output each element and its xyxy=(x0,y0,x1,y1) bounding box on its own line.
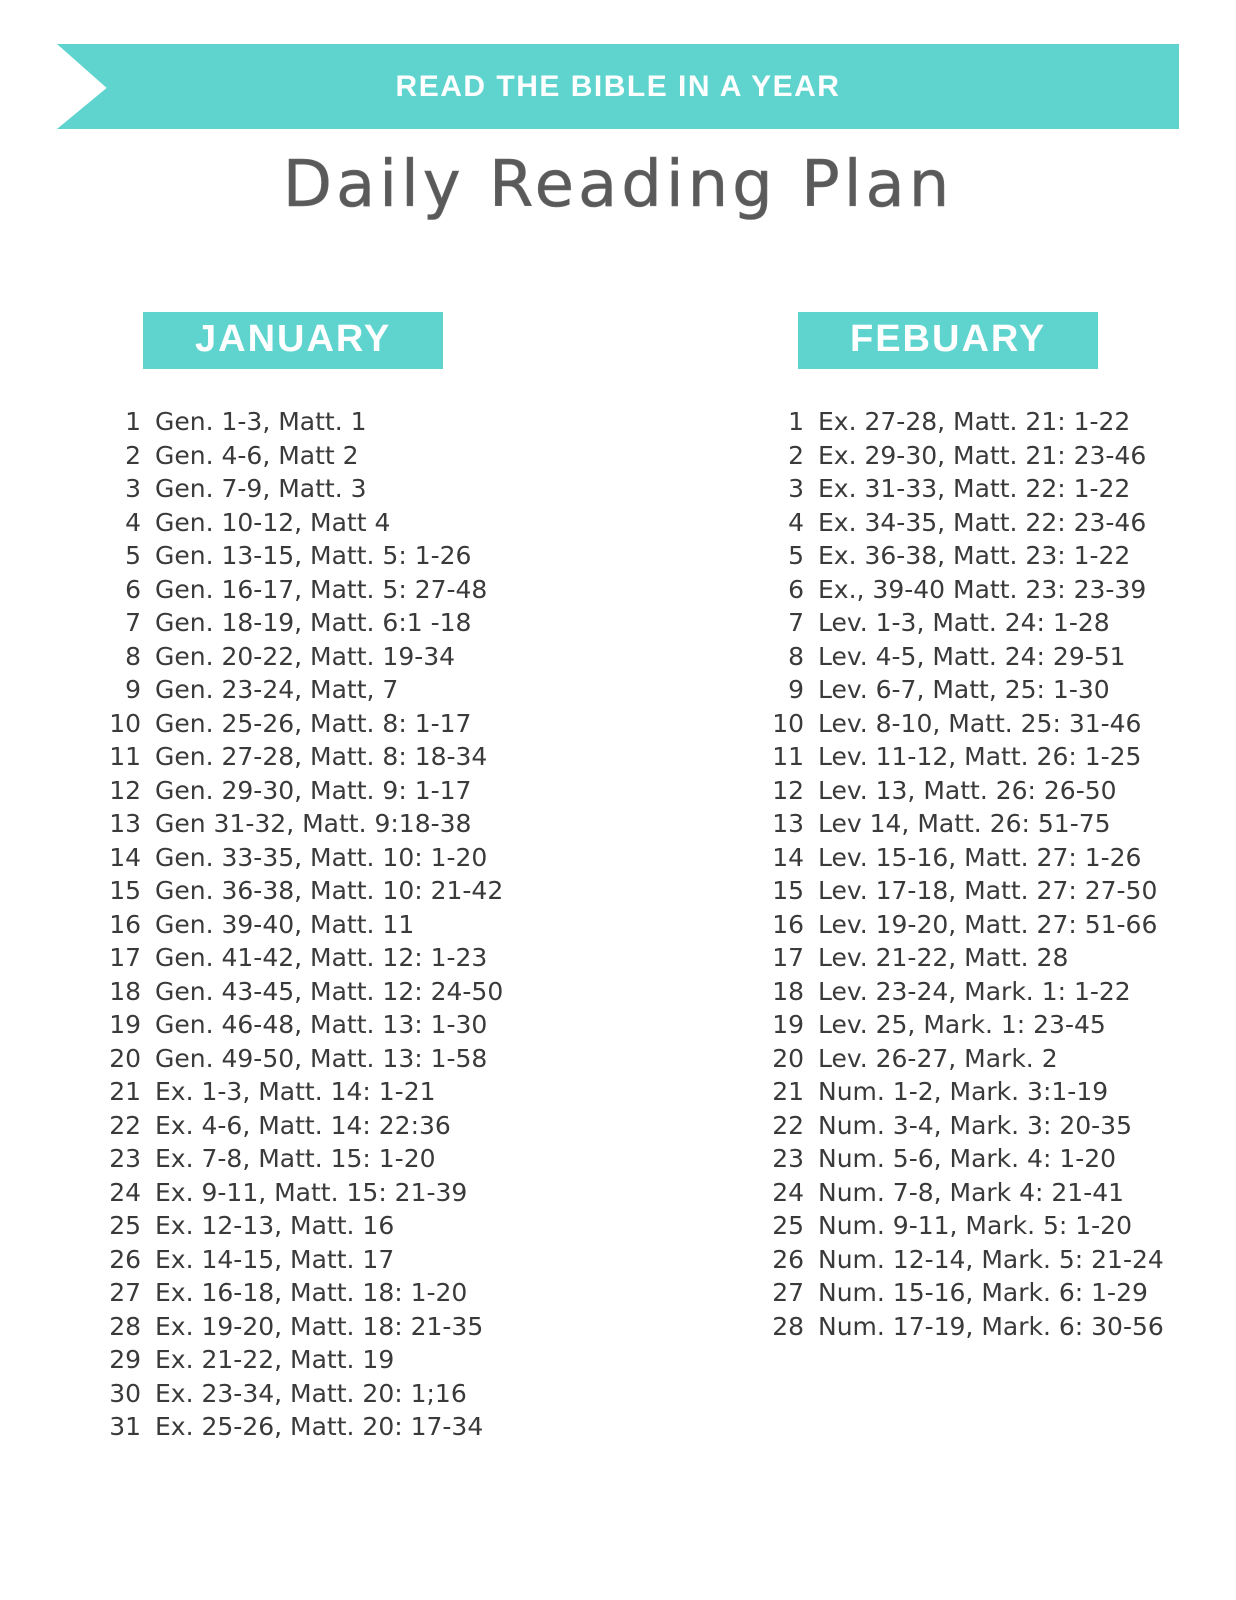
reading-row xyxy=(95,506,618,540)
reading-row xyxy=(758,807,1236,841)
reading-row xyxy=(95,841,618,875)
reading-passage: Lev. 25, Mark. 1: 23-45 xyxy=(818,1010,1106,1039)
reading-passage: Ex. 34-35, Matt. 22: 23-46 xyxy=(818,507,1147,537)
day-list-febuary xyxy=(758,405,1236,1343)
month-column-febuary xyxy=(618,312,1236,1444)
reading-row xyxy=(95,573,618,607)
reading-row xyxy=(758,1276,1236,1310)
day-number: 2 xyxy=(788,440,804,470)
reading-passage: Lev. 19-20, Matt. 27: 51-66 xyxy=(818,909,1158,939)
day-number: 18 xyxy=(109,976,141,1006)
reading-row xyxy=(95,1343,618,1377)
day-number: 28 xyxy=(772,1311,804,1341)
reading-row xyxy=(758,606,1236,640)
reading-row xyxy=(95,1243,618,1277)
day-number: 16 xyxy=(772,909,804,939)
reading-passage: Gen. 43-45, Matt. 12: 24-50 xyxy=(155,976,504,1006)
day-number: 17 xyxy=(772,943,804,972)
reading-row xyxy=(95,874,618,908)
reading-row xyxy=(758,539,1236,573)
day-number: 12 xyxy=(109,775,141,805)
reading-row xyxy=(758,1075,1236,1109)
day-number: 17 xyxy=(109,943,141,972)
reading-row xyxy=(95,1042,618,1076)
reading-passage: Gen. 4-6, Matt 2 xyxy=(155,440,359,470)
reading-passage: Gen. 41-42, Matt. 12: 1-23 xyxy=(155,943,488,972)
reading-row xyxy=(95,439,618,473)
reading-passage: Ex. 21-22, Matt. 19 xyxy=(155,1345,395,1374)
day-number: 26 xyxy=(772,1244,804,1274)
reading-passage: Ex. 23-34, Matt. 20: 1;16 xyxy=(155,1378,467,1408)
day-number: 16 xyxy=(109,909,141,939)
reading-row xyxy=(95,941,618,975)
reading-passage: Ex. 4-6, Matt. 14: 22:36 xyxy=(155,1110,451,1140)
day-number: 29 xyxy=(109,1345,141,1374)
month-columns xyxy=(0,312,1236,1444)
month-heading-january: JANUARY xyxy=(143,312,443,369)
day-number: 3 xyxy=(125,474,141,503)
day-list-january xyxy=(95,405,618,1444)
reading-passage: Gen. 23-24, Matt, 7 xyxy=(155,675,399,704)
day-number: 31 xyxy=(109,1412,141,1441)
reading-passage: Num. 12-14, Mark. 5: 21-24 xyxy=(818,1244,1164,1274)
day-number: 13 xyxy=(772,809,804,838)
reading-passage: Ex. 25-26, Matt. 20: 17-34 xyxy=(155,1412,484,1441)
reading-row xyxy=(95,1276,618,1310)
reading-passage: Ex. 16-18, Matt. 18: 1-20 xyxy=(155,1278,468,1307)
reading-row xyxy=(95,606,618,640)
day-number: 15 xyxy=(109,876,141,905)
reading-passage: Ex. 1-3, Matt. 14: 1-21 xyxy=(155,1077,436,1106)
day-number: 6 xyxy=(788,574,804,604)
reading-row xyxy=(758,908,1236,942)
reading-passage: Gen. 20-22, Matt. 19-34 xyxy=(155,641,456,671)
day-number: 9 xyxy=(125,675,141,704)
day-number: 21 xyxy=(109,1077,141,1106)
day-number: 14 xyxy=(109,842,141,872)
reading-row xyxy=(758,1209,1236,1243)
day-number: 9 xyxy=(788,675,804,704)
reading-passage: Gen. 1-3, Matt. 1 xyxy=(155,407,367,436)
day-number: 21 xyxy=(772,1077,804,1106)
reading-passage: Gen. 10-12, Matt 4 xyxy=(155,507,391,537)
reading-passage: Num. 15-16, Mark. 6: 1-29 xyxy=(818,1278,1148,1307)
day-number: 15 xyxy=(772,876,804,905)
day-number: 30 xyxy=(109,1378,141,1408)
reading-row xyxy=(758,573,1236,607)
reading-row xyxy=(95,1142,618,1176)
day-number: 27 xyxy=(772,1278,804,1307)
day-number: 10 xyxy=(772,708,804,738)
reading-row xyxy=(95,1410,618,1444)
reading-passage: Gen. 33-35, Matt. 10: 1-20 xyxy=(155,842,488,872)
reading-row xyxy=(758,472,1236,506)
header-banner xyxy=(57,44,1179,129)
reading-row xyxy=(758,1243,1236,1277)
reading-row xyxy=(95,774,618,808)
day-number: 2 xyxy=(125,440,141,470)
page-title: Daily Reading Plan xyxy=(282,148,954,222)
day-number: 19 xyxy=(109,1010,141,1039)
reading-passage: Lev. 13, Matt. 26: 26-50 xyxy=(818,775,1117,805)
reading-row xyxy=(758,1142,1236,1176)
reading-row xyxy=(758,1042,1236,1076)
reading-row xyxy=(758,874,1236,908)
reading-passage: Lev. 21-22, Matt. 28 xyxy=(818,943,1069,972)
day-number: 7 xyxy=(125,608,141,637)
reading-passage: Ex. 12-13, Matt. 16 xyxy=(155,1211,395,1240)
reading-passage: Gen. 46-48, Matt. 13: 1-30 xyxy=(155,1010,488,1039)
reading-row xyxy=(95,740,618,774)
reading-passage: Lev. 15-16, Matt. 27: 1-26 xyxy=(818,842,1142,872)
reading-passage: Gen. 36-38, Matt. 10: 21-42 xyxy=(155,876,504,905)
reading-row xyxy=(758,405,1236,439)
reading-passage: Lev. 11-12, Matt. 26: 1-25 xyxy=(818,742,1142,771)
reading-passage: Ex. 19-20, Matt. 18: 21-35 xyxy=(155,1311,484,1341)
reading-passage: Ex. 31-33, Matt. 22: 1-22 xyxy=(818,474,1131,503)
day-number: 13 xyxy=(109,809,141,838)
day-number: 12 xyxy=(772,775,804,805)
day-number: 8 xyxy=(788,641,804,671)
day-number: 7 xyxy=(788,608,804,637)
reading-row xyxy=(758,1008,1236,1042)
day-number: 11 xyxy=(109,742,141,771)
reading-passage: Ex., 39-40 Matt. 23: 23-39 xyxy=(818,574,1147,604)
reading-passage: Ex. 9-11, Matt. 15: 21-39 xyxy=(155,1177,468,1207)
reading-passage: Gen. 25-26, Matt. 8: 1-17 xyxy=(155,708,472,738)
day-number: 6 xyxy=(125,574,141,604)
reading-row xyxy=(95,640,618,674)
reading-passage: Lev. 6-7, Matt, 25: 1-30 xyxy=(818,675,1110,704)
day-number: 28 xyxy=(109,1311,141,1341)
reading-row xyxy=(758,1310,1236,1344)
day-number: 5 xyxy=(125,541,141,570)
month-heading-febuary: FEBUARY xyxy=(798,312,1098,369)
reading-row xyxy=(95,405,618,439)
reading-passage: Lev. 8-10, Matt. 25: 31-46 xyxy=(818,708,1142,738)
day-number: 10 xyxy=(109,708,141,738)
reading-passage: Num. 7-8, Mark 4: 21-41 xyxy=(818,1177,1125,1207)
reading-row xyxy=(95,1377,618,1411)
day-number: 11 xyxy=(772,742,804,771)
reading-passage: Ex. 36-38, Matt. 23: 1-22 xyxy=(818,541,1131,570)
reading-row xyxy=(95,1209,618,1243)
reading-row xyxy=(758,975,1236,1009)
reading-row xyxy=(95,539,618,573)
day-number: 20 xyxy=(772,1043,804,1073)
reading-passage: Ex. 27-28, Matt. 21: 1-22 xyxy=(818,407,1131,436)
reading-passage: Lev 14, Matt. 26: 51-75 xyxy=(818,809,1111,838)
month-column-january xyxy=(0,312,618,1444)
reading-row xyxy=(95,975,618,1009)
reading-row xyxy=(758,506,1236,540)
day-number: 8 xyxy=(125,641,141,671)
reading-passage: Num. 17-19, Mark. 6: 30-56 xyxy=(818,1311,1164,1341)
reading-passage: Gen. 18-19, Matt. 6:1 -18 xyxy=(155,608,472,637)
reading-row xyxy=(95,673,618,707)
reading-passage: Lev. 17-18, Matt. 27: 27-50 xyxy=(818,876,1158,905)
day-number: 24 xyxy=(109,1177,141,1207)
reading-row xyxy=(95,707,618,741)
reading-passage: Gen. 13-15, Matt. 5: 1-26 xyxy=(155,541,472,570)
day-number: 4 xyxy=(788,507,804,537)
reading-row xyxy=(758,841,1236,875)
day-number: 18 xyxy=(772,976,804,1006)
reading-passage: Num. 1-2, Mark. 3:1-19 xyxy=(818,1077,1109,1106)
reading-passage: Lev. 1-3, Matt. 24: 1-28 xyxy=(818,608,1110,637)
reading-row xyxy=(758,439,1236,473)
reading-row xyxy=(95,1075,618,1109)
day-number: 22 xyxy=(109,1110,141,1140)
reading-row xyxy=(758,1176,1236,1210)
day-number: 14 xyxy=(772,842,804,872)
day-number: 3 xyxy=(788,474,804,503)
banner-title: READ THE BIBLE IN A YEAR xyxy=(395,69,841,103)
day-number: 20 xyxy=(109,1043,141,1073)
day-number: 1 xyxy=(125,407,141,436)
reading-row xyxy=(95,1176,618,1210)
reading-passage: Gen 31-32, Matt. 9:18-38 xyxy=(155,809,472,838)
day-number: 25 xyxy=(109,1211,141,1240)
reading-passage: Ex. 7-8, Matt. 15: 1-20 xyxy=(155,1144,436,1173)
reading-row xyxy=(95,908,618,942)
reading-passage: Gen. 7-9, Matt. 3 xyxy=(155,474,367,503)
reading-passage: Ex. 14-15, Matt. 17 xyxy=(155,1244,395,1274)
reading-row xyxy=(95,472,618,506)
reading-passage: Gen. 49-50, Matt. 13: 1-58 xyxy=(155,1043,488,1073)
day-number: 1 xyxy=(788,407,804,436)
reading-passage: Lev. 23-24, Mark. 1: 1-22 xyxy=(818,976,1131,1006)
reading-row xyxy=(95,1008,618,1042)
reading-passage: Num. 3-4, Mark. 3: 20-35 xyxy=(818,1110,1132,1140)
reading-passage: Ex. 29-30, Matt. 21: 23-46 xyxy=(818,440,1147,470)
reading-row xyxy=(758,774,1236,808)
day-number: 24 xyxy=(772,1177,804,1207)
reading-row xyxy=(758,740,1236,774)
reading-row xyxy=(95,1310,618,1344)
day-number: 22 xyxy=(772,1110,804,1140)
reading-passage: Lev. 4-5, Matt. 24: 29-51 xyxy=(818,641,1126,671)
reading-passage: Gen. 16-17, Matt. 5: 27-48 xyxy=(155,574,488,604)
reading-passage: Num. 5-6, Mark. 4: 1-20 xyxy=(818,1144,1117,1173)
reading-row xyxy=(95,1109,618,1143)
day-number: 5 xyxy=(788,541,804,570)
reading-passage: Lev. 26-27, Mark. 2 xyxy=(818,1043,1058,1073)
day-number: 27 xyxy=(109,1278,141,1307)
day-number: 4 xyxy=(125,507,141,537)
day-number: 19 xyxy=(772,1010,804,1039)
reading-row xyxy=(758,941,1236,975)
reading-passage: Gen. 39-40, Matt. 11 xyxy=(155,909,415,939)
reading-row xyxy=(758,640,1236,674)
reading-row xyxy=(758,673,1236,707)
reading-passage: Gen. 27-28, Matt. 8: 18-34 xyxy=(155,742,488,771)
reading-passage: Num. 9-11, Mark. 5: 1-20 xyxy=(818,1211,1132,1240)
reading-passage: Gen. 29-30, Matt. 9: 1-17 xyxy=(155,775,472,805)
reading-row xyxy=(758,707,1236,741)
day-number: 26 xyxy=(109,1244,141,1274)
day-number: 23 xyxy=(772,1144,804,1173)
reading-row xyxy=(758,1109,1236,1143)
day-number: 25 xyxy=(772,1211,804,1240)
reading-row xyxy=(95,807,618,841)
day-number: 23 xyxy=(109,1144,141,1173)
